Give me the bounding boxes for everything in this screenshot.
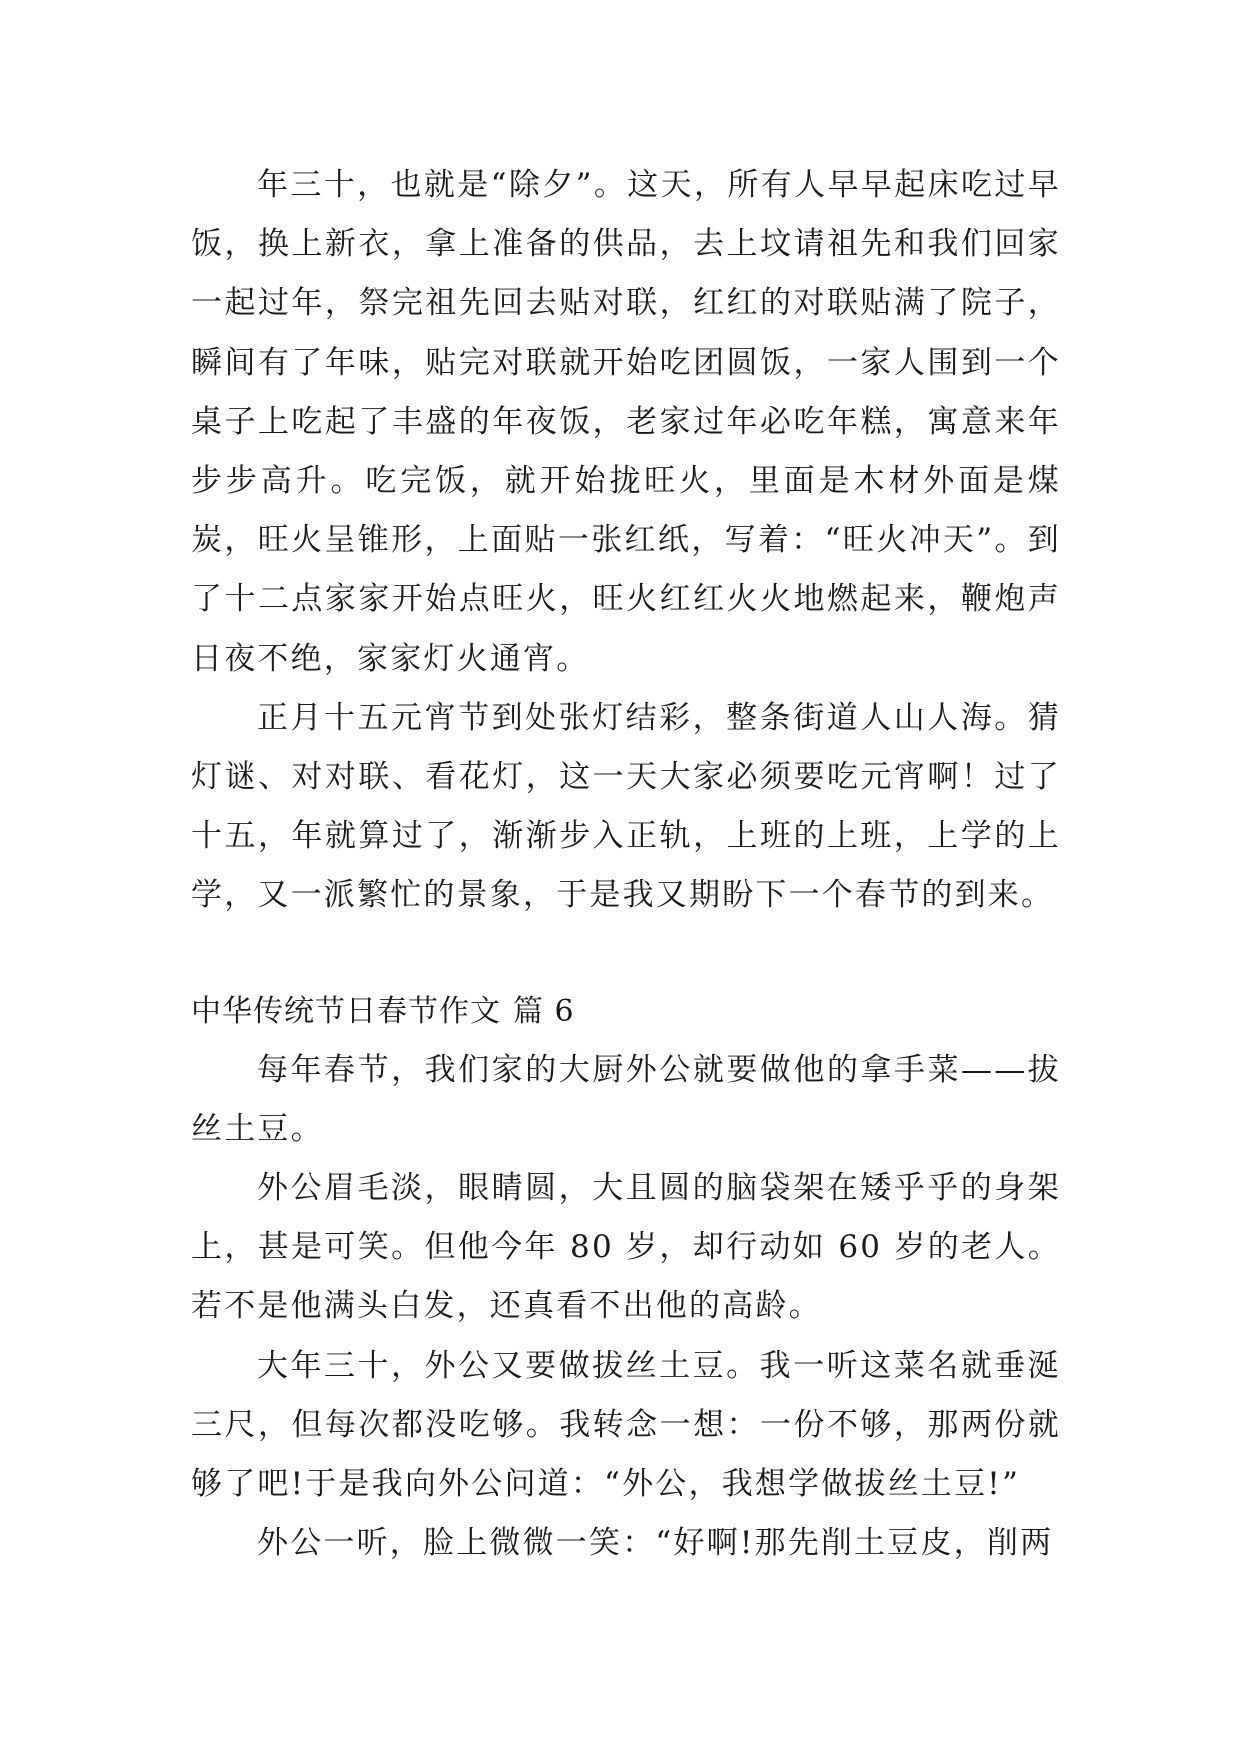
paragraph-grandpa-description: 外公眉毛淡，眼睛圆，大且圆的脑袋架在矮乎乎的身架上，甚是可笑。但他今年 80 岁，却行动如 60 岁的老人。若不是他满头白发，还真看不出他的高龄。 bbox=[191, 1170, 1061, 1325]
section-number: 篇 6 bbox=[513, 993, 575, 1029]
paragraph-intro: 每年春节，我们家的大厨外公就要做他的拿手菜——拔丝土豆。 bbox=[191, 1051, 1061, 1147]
paragraph-grandpa-reply: 外公一听，脸上微微一笑：“好啊!那先削土豆皮，削两 bbox=[257, 1525, 1054, 1562]
paragraph-new-year-eve: 年三十，也就是“除夕”。这天，所有人早早起床吃过早饭，换上新衣，拿上准备的供品，去上坟请祖先和我们回家一起过年，祭完祖先回去贴对联，红红的对联贴满了院子，瞬间有了年味，贴完对联就开始吃团圆饭，一家人围到一个桌子上吃起了丰盛的年夜饭，老家过年必吃年糕，寓意来年步步高升。吃完饭，就开始拢旺火，里面是木材外面是煤炭，旺火呈锥形，上面贴一张红纸，写着：“旺火冲天”。到了十二点家家开始点旺火，旺火红红火火地燃起来，鞭炮声日夜不绝，家家灯火通宵。 bbox=[191, 167, 1061, 677]
section-heading bbox=[191, 982, 1061, 1041]
document-page bbox=[191, 156, 1061, 1573]
section-title-text: 中华传统节日春节作文 bbox=[191, 993, 501, 1029]
paragraph-new-years-eve-cooking: 大年三十，外公又要做拔丝土豆。我一听这菜名就垂涎三尺，但每次都没吃够。我转念一想：一份不够，那两份就够了吧!于是我向外公问道：“外公，我想学做拔丝土豆!” bbox=[191, 1347, 1061, 1503]
paragraph-lantern-festival: 正月十五元宵节到处张灯结彩，整条街道人山人海。猜灯谜、对对联、看花灯，这一天大家必须要吃元宵啊！过了十五，年就算过了，渐渐步入正轨，上班的上班，上学的上学，又一派繁忙的景象，于是我又期盼下一个春节的到来。 bbox=[191, 699, 1061, 914]
